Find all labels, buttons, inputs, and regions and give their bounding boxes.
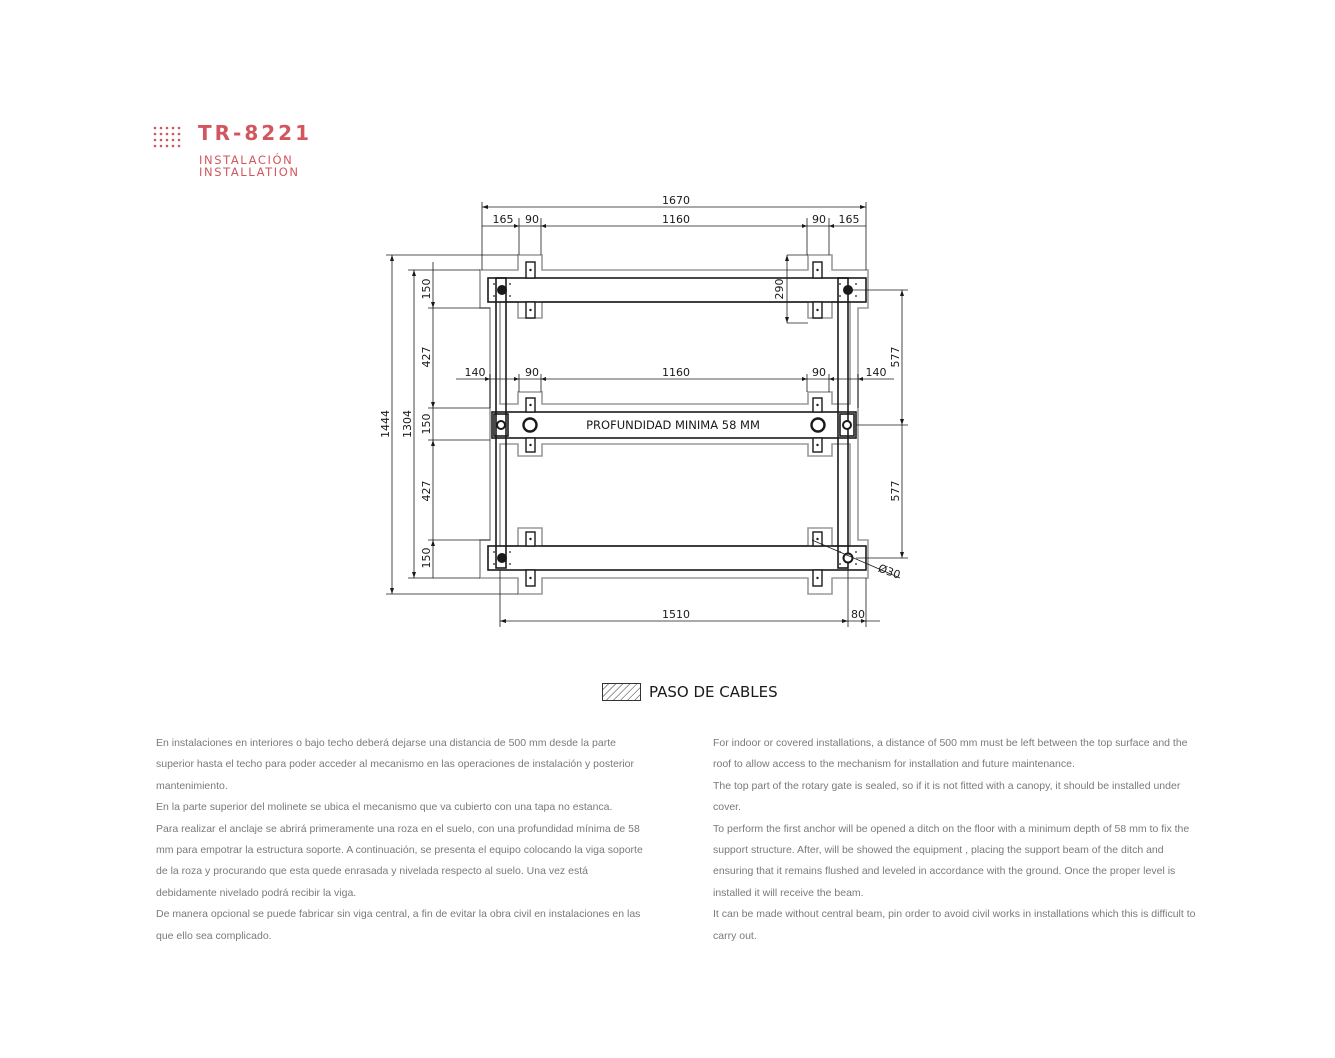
dim-top-span: 1160 bbox=[662, 213, 690, 226]
dim-seg-upper: 427 bbox=[420, 346, 433, 368]
dim-overall-height: 1444 bbox=[379, 410, 392, 438]
dim-right-lower: 577 bbox=[889, 480, 902, 502]
dim-bottom-right-offset: 80 bbox=[851, 608, 865, 621]
dim-post-height: 290 bbox=[773, 278, 786, 300]
dim-bottom-span: 1510 bbox=[662, 608, 690, 621]
description-paragraph: The top part of the rotary gate is sealed, so if it is not fitted with a canopy, it should be installed under cover. bbox=[713, 779, 1181, 814]
minimum-depth-label: PROFUNDIDAD MINIMA 58 MM bbox=[586, 418, 760, 432]
hatch-swatch-icon bbox=[602, 683, 641, 701]
description-paragraph: En la parte superior del molinete se ubica el mecanismo que va cubierto con una tapa no estanca. bbox=[156, 801, 613, 814]
description-paragraph: It can be made without central beam, pin order to avoid civil works in installations which this is difficult to carry out. bbox=[713, 908, 1196, 942]
dim-mid-right-post: 90 bbox=[812, 366, 826, 379]
description-paragraph: En instalaciones en interiores o bajo techo deberá dejarse una distancia de 500 mm desde la parte superior hasta el techo para poder acceder al mecanismo en las operaciones de instalación y posterior mantenimiento. bbox=[156, 737, 635, 792]
description-paragraph: Para realizar el anclaje se abrirá primeramente una roza en el suelo, con una profundidad mínima de 58 mm para empotrar la estructura soporte. A continuación, se presenta el equipo colocando la viga soporte de la roza y procurando que esta quede enrasada y nivelada respecto al suelo. Una vez está debidamente nivelado podrá recibir la viga. bbox=[156, 822, 643, 899]
dim-top-left-offset: 165 bbox=[492, 213, 514, 226]
dim-total-width: 1670 bbox=[662, 194, 690, 207]
description-paragraph: To perform the first anchor will be opened a ditch on the floor with a minimum depth of 58 mm to fix the support structure. After, will be showed the equipment , placing the support beam of the ditch and ensuring that it remains flushed and leveled in accordance with the ground. Once the proper level is installed it will receive the beam. bbox=[713, 822, 1190, 899]
dim-seg-top: 150 bbox=[420, 278, 433, 300]
description-spanish bbox=[156, 733, 646, 947]
legend-label: PASO DE CABLES bbox=[649, 683, 778, 701]
description-paragraph: For indoor or covered installations, a distance of 500 mm must be left between the top surface and the roof to allow access to the mechanism for installation and future maintenance. bbox=[713, 737, 1188, 771]
dim-top-right-post: 90 bbox=[812, 213, 826, 226]
dim-seg-middle: 150 bbox=[420, 413, 433, 435]
dim-hole-diameter: Ø30 bbox=[876, 561, 903, 582]
dim-mid-span: 1160 bbox=[662, 366, 690, 379]
legend bbox=[602, 683, 778, 701]
description-paragraph: De manera opcional se puede fabricar sin viga central, a fin de evitar la obra civil en instalaciones en las que ello sea complicado. bbox=[156, 908, 641, 942]
dim-seg-lower: 427 bbox=[420, 480, 433, 502]
subtitle-spanish: INSTALACIÓN bbox=[199, 153, 294, 167]
dim-top-right-offset: 165 bbox=[838, 213, 860, 226]
subtitle-english: INSTALLATION bbox=[199, 165, 300, 179]
dim-mid-left-post: 90 bbox=[525, 366, 539, 379]
dim-inner-height: 1304 bbox=[401, 410, 414, 438]
dim-mid-left-offset: 140 bbox=[464, 366, 486, 379]
dim-mid-right-offset: 140 bbox=[865, 366, 887, 379]
dimension-lines bbox=[379, 194, 908, 627]
model-title: TR-8221 bbox=[198, 121, 313, 145]
dim-right-upper: 577 bbox=[889, 346, 902, 368]
description-english bbox=[713, 733, 1203, 947]
dim-top-left-post: 90 bbox=[525, 213, 539, 226]
dim-seg-bottom: 150 bbox=[420, 547, 433, 569]
